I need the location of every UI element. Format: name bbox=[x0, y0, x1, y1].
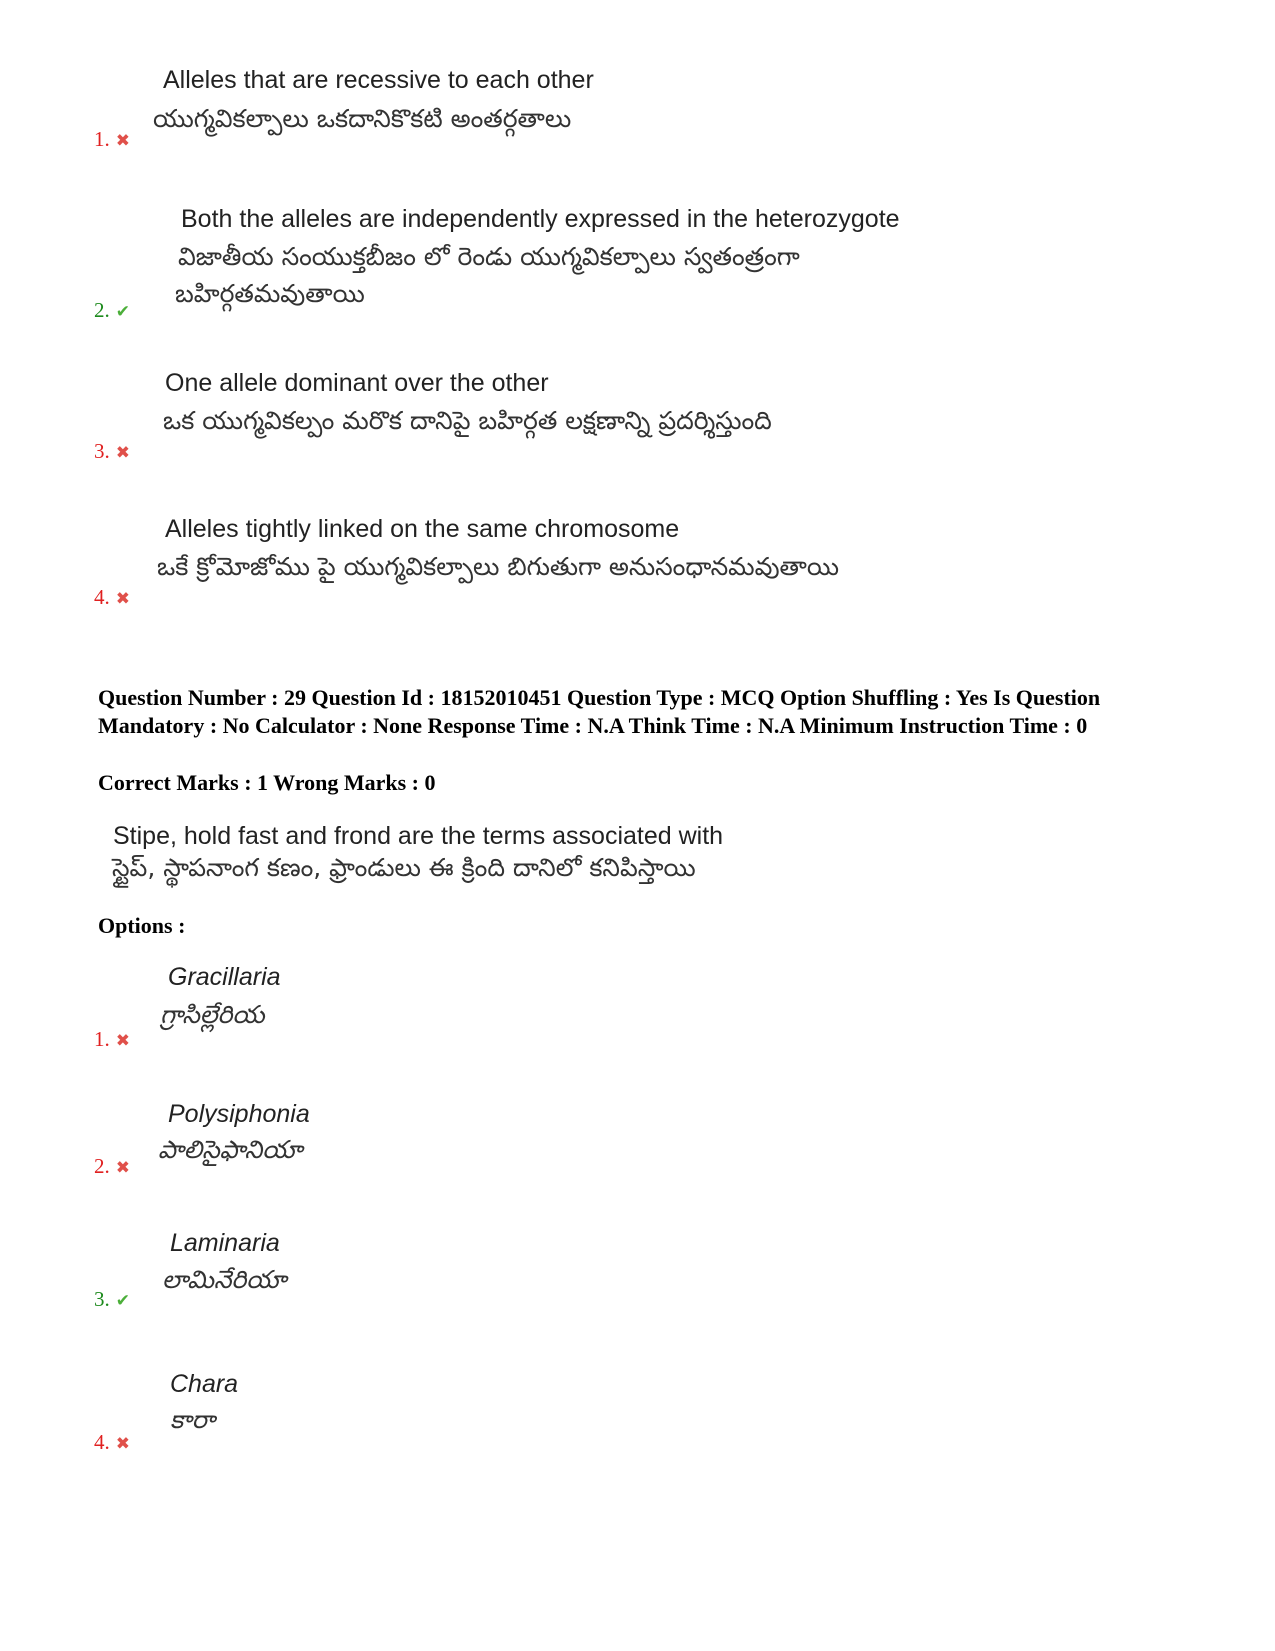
option-text-en: One allele dominant over the other bbox=[165, 369, 549, 397]
option-text-te: విజాతీయ సంయుక్తబీజం లో రెండు యుగ్మవికల్పాలు స్వతంత్రంగా bbox=[178, 242, 800, 271]
cross-icon: ✖ bbox=[115, 443, 130, 463]
option-text-te: ఒకే క్రోమోజోము పై యుగ్మవికల్పాలు బిగుతుగా అనుసంధానమవుతాయి bbox=[157, 552, 840, 581]
option-text-te: యుగ్మవికల్పాలు ఒకదానికొకటి అంతర్గతాలు bbox=[153, 104, 572, 133]
question-text-te: స్టైప్, స్థాపనాంగ కణం, ఫ్రాండులు ఈ క్రింది దానిలో కనిపిస్తాయి bbox=[112, 853, 696, 882]
option-number: 4. ✖ bbox=[94, 585, 130, 609]
question-text-en: Stipe, hold fast and frond are the terms associated with bbox=[113, 822, 724, 850]
option-number: 4. ✖ bbox=[94, 1430, 130, 1454]
cross-icon: ✖ bbox=[115, 1434, 130, 1454]
question-marks: Correct Marks : 1 Wrong Marks : 0 bbox=[98, 770, 436, 795]
option-text-te: ఒక యుగ్మవికల్పం మరొక దానిపై బహిర్గత లక్షణాన్ని ప్రదర్శిస్తుంది bbox=[163, 406, 772, 435]
option-text-te: గ్రాసిల్లేరియ bbox=[160, 1000, 265, 1029]
cross-icon: ✖ bbox=[115, 589, 130, 609]
option-number: 3. ✖ bbox=[94, 439, 130, 463]
option-text-en: Laminaria bbox=[170, 1229, 280, 1257]
option-text-en: Alleles that are recessive to each other bbox=[163, 66, 594, 94]
options-label: Options : bbox=[98, 913, 186, 938]
check-icon: ✔ bbox=[115, 1291, 130, 1311]
option-text-en: Alleles tightly linked on the same chromosome bbox=[165, 515, 680, 543]
cross-icon: ✖ bbox=[115, 131, 130, 151]
option-text-te: పాలిసైఫానియా bbox=[158, 1135, 303, 1164]
option-text-en: Chara bbox=[170, 1370, 239, 1398]
option-number: 3. ✔ bbox=[94, 1287, 130, 1311]
option-number: 2. ✖ bbox=[94, 1154, 130, 1178]
option-text-te: లామినేరియా bbox=[162, 1265, 287, 1294]
option-text-te: బహిర్గతమవుతాయి bbox=[175, 279, 365, 308]
option-number: 2. ✔ bbox=[94, 298, 130, 322]
option-text-en: Both the alleles are independently expressed in the heterozygote bbox=[181, 205, 900, 233]
cross-icon: ✖ bbox=[115, 1031, 130, 1051]
question-meta: Question Number : 29 Question Id : 18152010451 Question Type : MCQ Option Shuffling : Yes Is Question Mandatory : No Calculator : None Response Time : N.A Think Time : N.A Minimum Instruction Time : 0 bbox=[98, 685, 1101, 738]
cross-icon: ✖ bbox=[115, 1158, 130, 1178]
option-text-en: Polysiphonia bbox=[168, 1100, 310, 1128]
option-number: 1. ✖ bbox=[94, 1027, 130, 1051]
check-icon: ✔ bbox=[115, 302, 130, 322]
option-text-en: Gracillaria bbox=[168, 963, 281, 991]
option-text-te: కారా bbox=[170, 1405, 216, 1434]
option-number: 1. ✖ bbox=[94, 127, 130, 151]
